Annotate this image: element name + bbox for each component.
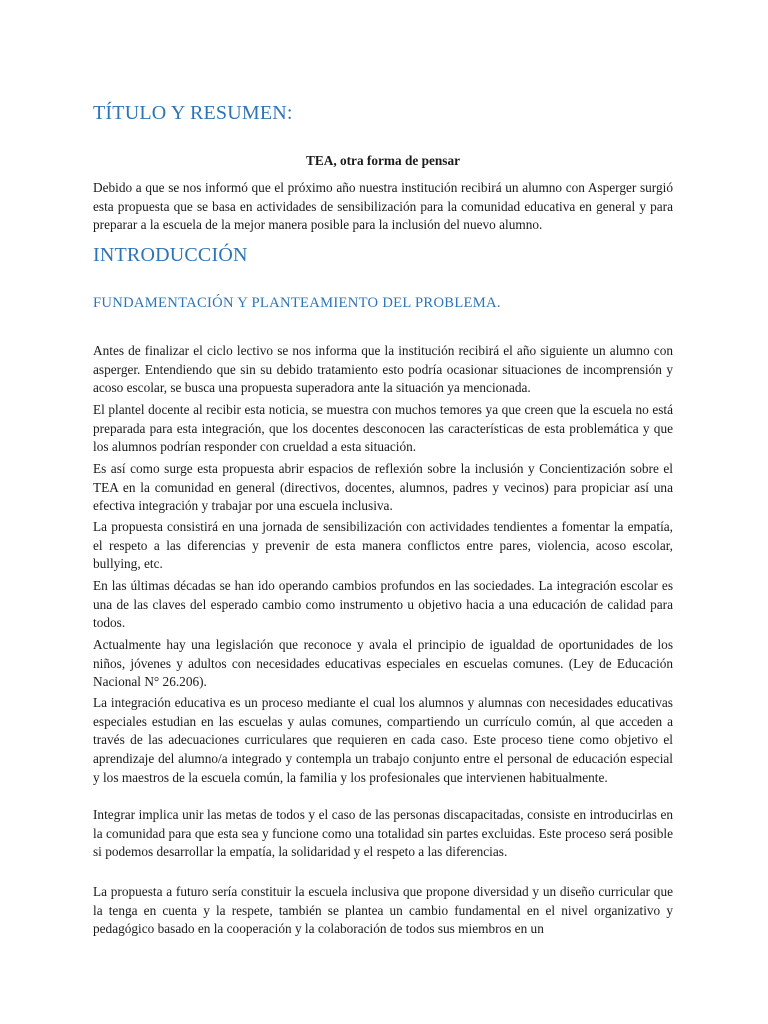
- body-paragraph: Es así como surge esta propuesta abrir espacios de reflexión sobre la inclusión y Concientización sobre el TEA en la comunidad en general (directivos, docentes, alumnos, padres y vecinos) para propiciar así una efectiva integración y trabajar por una escuela inclusiva.: [93, 461, 673, 514]
- body-paragraph: La propuesta consistirá en una jornada de sensibilización con actividades tendientes a fomentar la empatía, el respeto a las diferencias y prevenir de esta manera conflictos entre pares, violencia, acoso escolar, bullying, etc.: [93, 519, 673, 572]
- body-paragraph: Actualmente hay una legislación que reconoce y avala el principio de igualdad de oportunidades de los niños, jóvenes y adultos con necesidades educativas especiales en escuelas comunes. (Ley de Educación Nacional N° 26.206).: [93, 637, 673, 690]
- body-paragraph: La integración educativa es un proceso mediante el cual los alumnos y alumnas con necesidades educativas especiales estudian en las escuelas y aulas comunes, compartiendo un currículo común, al que acceden a través de las adecuaciones curriculares que requieren en cada caso. Este proceso tiene como objetivo el aprendizaje del alumno/a integrado y contempla un trabajo conjunto entre el personal de educación especial y los maestros de la escuela común, la familia y los profesionales que intervienen habitualmente.: [93, 695, 673, 785]
- document-title: TÍTULO Y RESUMEN:: [93, 102, 293, 124]
- body-paragraph: En las últimas décadas se han ido operando cambios profundos en las sociedades. La integración escolar es una de las claves del esperado cambio como instrumento u objetivo hacia a una educación de calidad para todos.: [93, 578, 673, 631]
- intro-heading: INTRODUCCIÓN: [93, 244, 248, 266]
- body-paragraph: Integrar implica unir las metas de todos y el caso de las personas discapacitadas, consiste en introducirlas en la comunidad para que esta sea y funcione como una totalidad sin partes excluidas. Este proceso será posible si podemos desarrollar la empatía, la solidaridad y el respeto a las diferencias.: [93, 807, 673, 860]
- body-paragraph: El plantel docente al recibir esta noticia, se muestra con muchos temores ya que creen que la escuela no está preparada para esta integración, que los docentes desconocen las características de esta problemática y que los alumnos podrían responder con crueldad a esta situación.: [93, 402, 673, 455]
- section-heading: FUNDAMENTACIÓN Y PLANTEAMIENTO DEL PROBLEMA.: [93, 295, 501, 311]
- body-paragraph: Antes de finalizar el ciclo lectivo se nos informa que la institución recibirá el año siguiente un alumno con asperger. Entendiendo que sin su debido tratamiento esto podría ocasionar situaciones de incomprensión y acoso escolar, se busca una propuesta superadora ante la situación ya mencionada.: [93, 343, 673, 396]
- summary-paragraph: Debido a que se nos informó que el próximo año nuestra institución recibirá un alumno con Asperger surgió esta propuesta que se basa en actividades de sensibilización para la comunidad educativa en general y para preparar a la escuela de la mejor manera posible para la inclusión del nuevo alumno.: [93, 180, 673, 233]
- body-paragraph: La propuesta a futuro sería constituir la escuela inclusiva que propone diversidad y un diseño curricular que la tenga en cuenta y la respete, también se plantea un cambio fundamental en el nivel organizativo y pedagógico basado en la cooperación y la colaboración de todos sus miembros en un: [93, 884, 673, 937]
- document-subtitle: TEA, otra forma de pensar: [305, 153, 460, 168]
